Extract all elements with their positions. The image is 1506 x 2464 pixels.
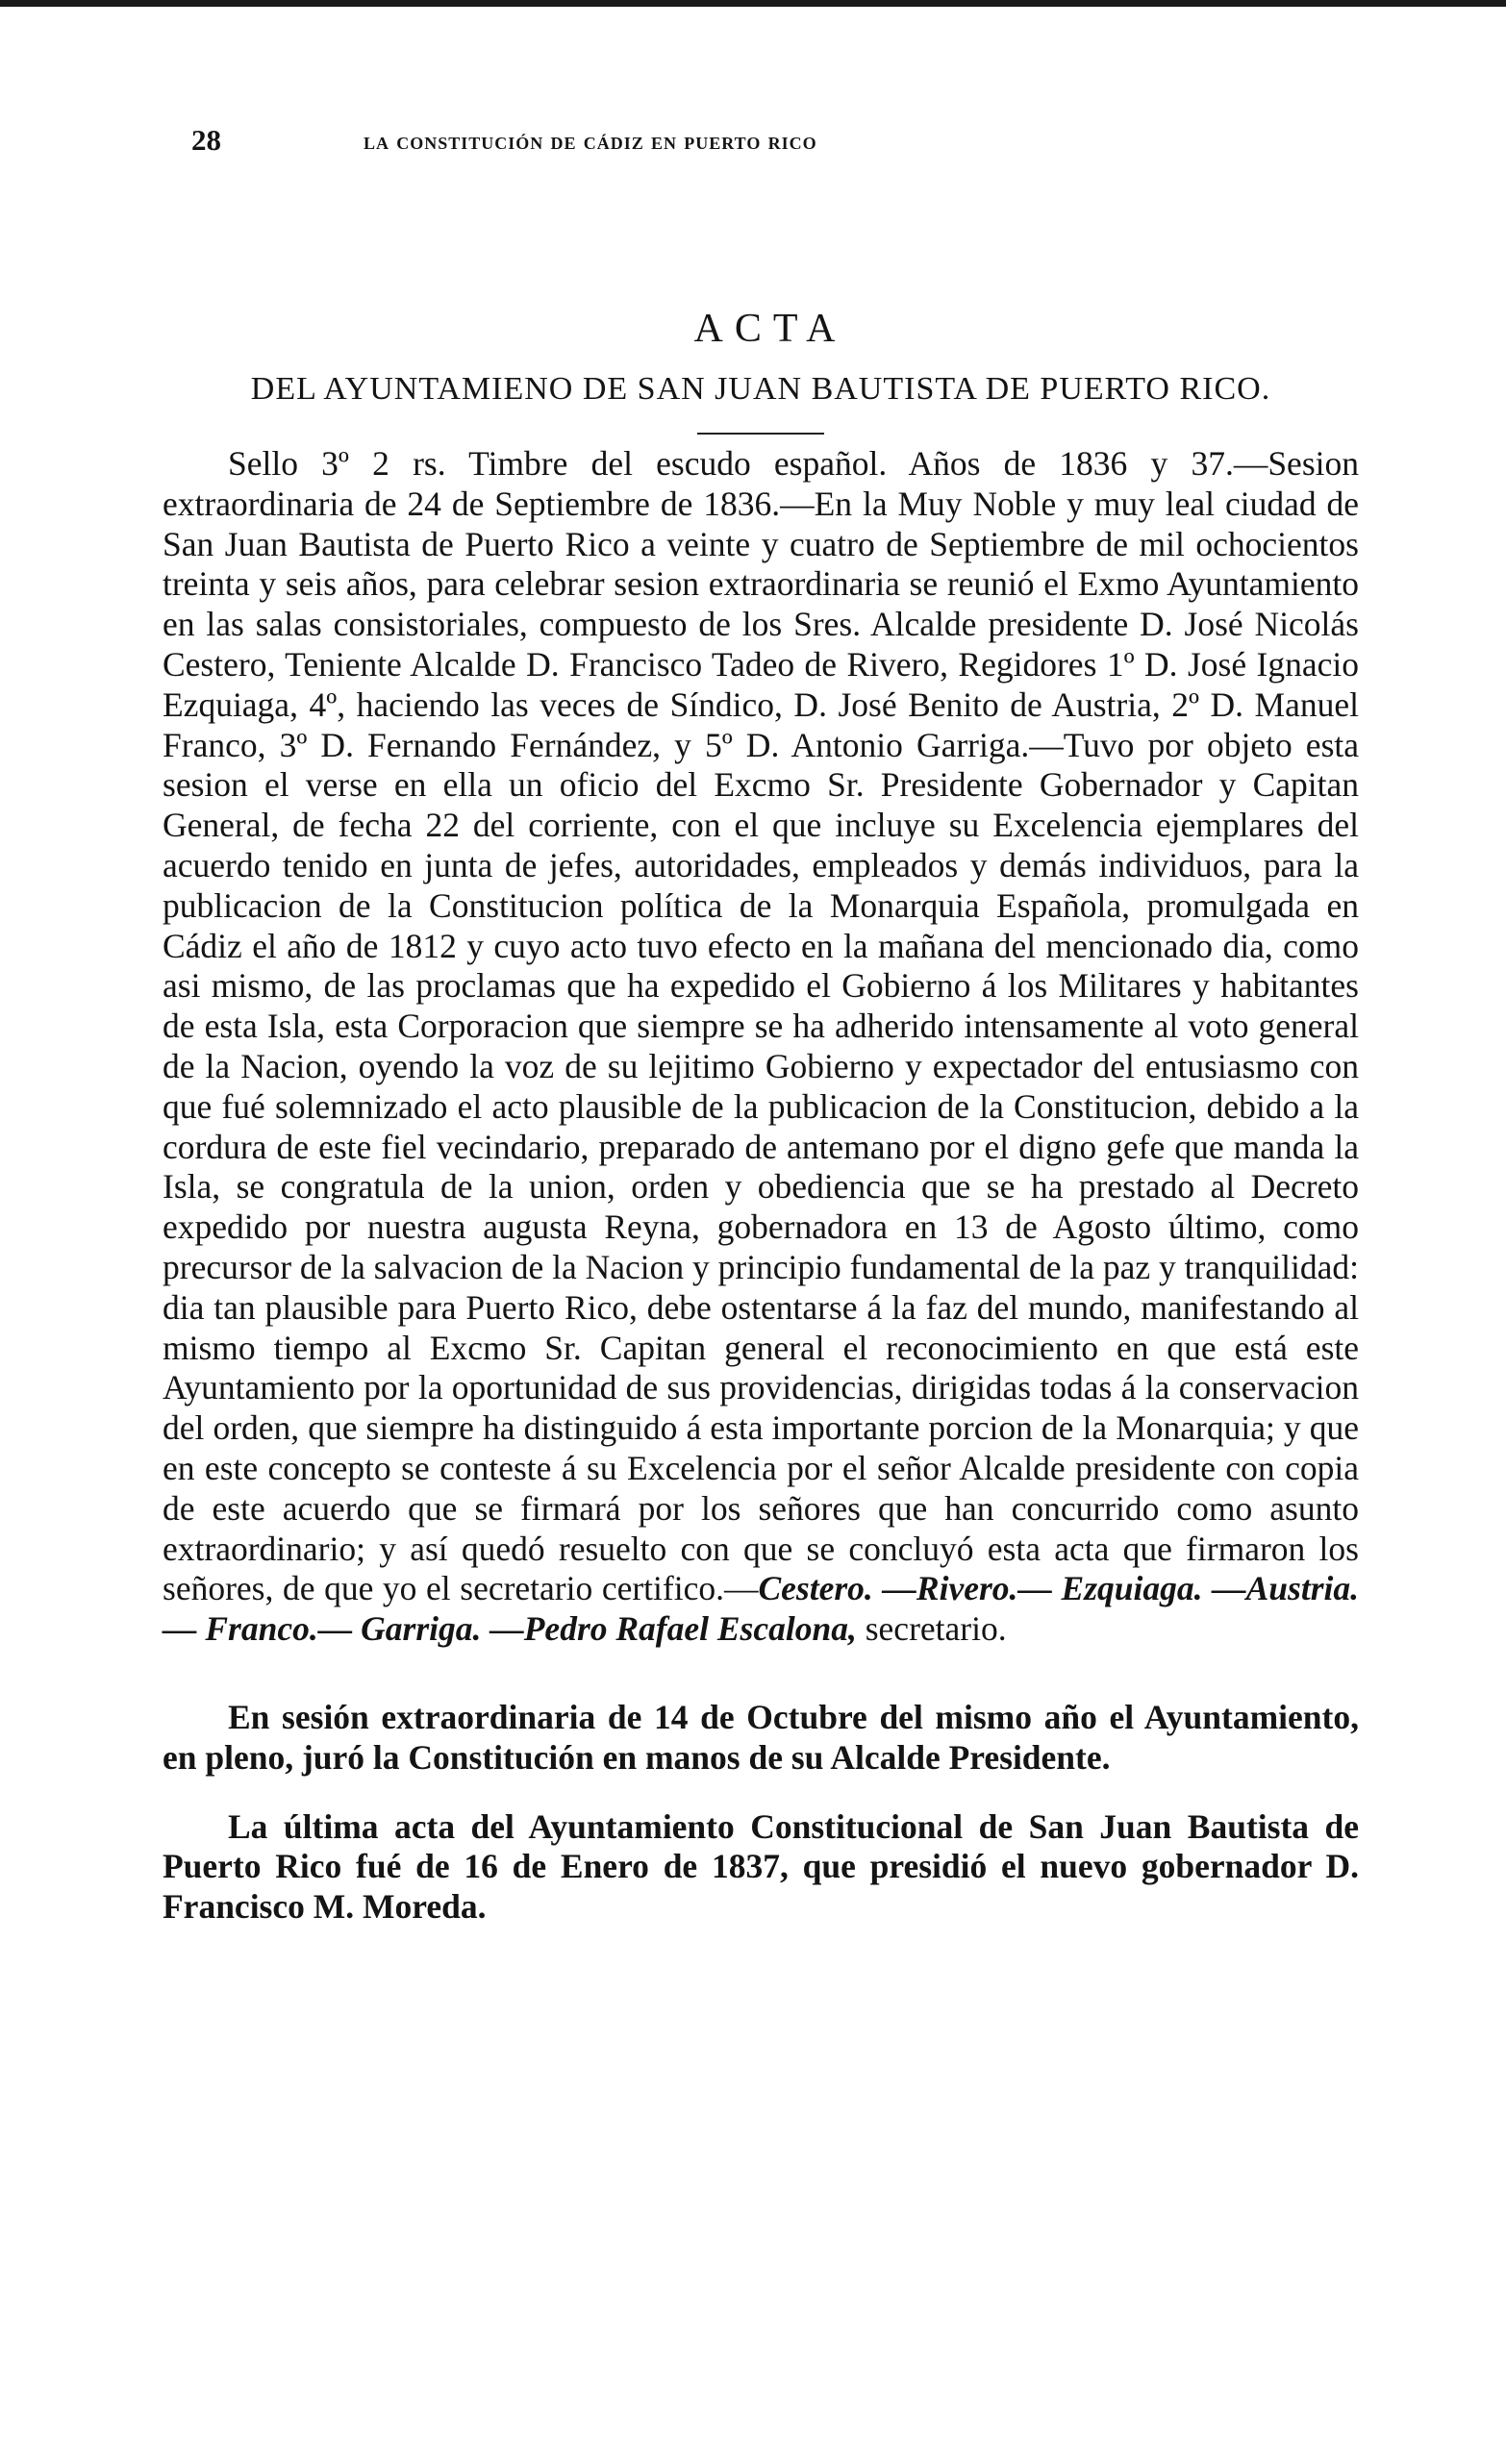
page-number: 28 [191,123,221,157]
oath-note: En sesión extraordinaria de 14 de Octubre del mismo año el Ayuntamiento, en pleno, juró la Constitución en manos de su Alcalde Presidente. [163,1697,1359,1777]
acta-signatures: Cestero. —Rivero.— Ezquiaga. —Austria. — Franco.— Garriga. —Pedro Rafael Escalona, [163,1569,1360,1649]
acta-body [163,444,1359,1650]
running-head [163,106,1359,163]
acta-body-text: Sello 3º 2 rs. Timbre del escudo español. Años de 1836 y 37.—Sesion extraordinaria de 24 de Septiembre de 1836.—En la Muy Noble y muy leal ciudad de San Juan Bautista de Puerto Rico a veinte y cuatro de Septiembre de mil ochocientos treinta y seis años, para celebrar sesion extraordinaria se reunió el Exmo Ayuntamiento en las salas consistoriales, compuesto de los Sres. Alcalde presidente D. José Nicolás Cestero, Teniente Alcalde D. Francisco Tadeo de Rivero, Regidores 1º D. José Ignacio Ezquiaga, 4º, haciendo las veces de Síndico, D. José Benito de Austria, 2º D. Manuel Franco, 3º D. Fernando Fernández, y 5º D. Antonio Garriga.—Tuvo por objeto esta sesion el verse en ella un oficio del Excmo Sr. Presidente Gobernador y Capitan General, de fecha 22 del corriente, con el que incluye su Excelencia ejemplares del acuerdo tenido en junta de jefes, autoridades, empleados y demás individuos, para la publicacion de la Constitucion política de la Monarquia Española, promulgada en Cádiz el año de 1812 y cuyo acto tuvo efecto en la mañana del mencionado dia, como asi mismo, de las proclamas que ha expedido el Gobierno á los Militares y habitantes de esta Isla, esta Corporacion que siempre se ha adherido intensamente al voto general de la Nacion, oyendo la voz de su lejitimo Gobierno y expectador del entusiasmo con que fué solemnizado el acto plausible de la publicacion de la Constitucion, debido a la cordura de este fiel vecindario, preparado de antemano por el digno gefe que manda la Isla, se congratula de la union, orden y obediencia que se ha prestado al Decreto expedido por nuestra augusta Reyna, gobernadora en 13 de Agosto último, como precursor de la salvacion de la Nacion y principio fundamental de la paz y tranquilidad: dia tan plausible para Puerto Rico, debe ostentarse á la faz del mundo, manifestando al mismo tiempo al Excmo Sr. Capitan general el reconocimiento en que está este Ayuntamiento por la oportunidad de sus providencias, dirigidas todas á la conservacion del orden, que siempre ha distinguido á esta importante porcion de la Monarquia; y que en este concepto se conteste á su Excelencia por el señor Alcalde presidente con copia de este acuerdo que se firmará por los señores que han concurrido como asunto extraordinario; y así quedó resuelto con que se concluyó esta acta que firmaron los señores, de que yo el secretario certifico.— [163,444,1360,1608]
section-divider [697,433,824,435]
last-acta-note: La última acta del Ayuntamiento Constitucional de San Juan Bautista de Puerto Rico fué de 16 de Enero de 1837, que presidió el nuevo gobernador D. Francisco M. Moreda. [163,1806,1359,1927]
acta-heading: ACTA [693,307,847,351]
running-title: la constitución de cádiz en puerto rico [364,129,817,155]
acta-signature-tail: secretario. [856,1609,1007,1649]
document-page [163,106,1359,1928]
acta-subheading: DEL AYUNTAMIENO DE SAN JUAN BAUTISTA DE PUERTO RICO. [250,371,1271,407]
top-border-rule [0,0,1506,7]
